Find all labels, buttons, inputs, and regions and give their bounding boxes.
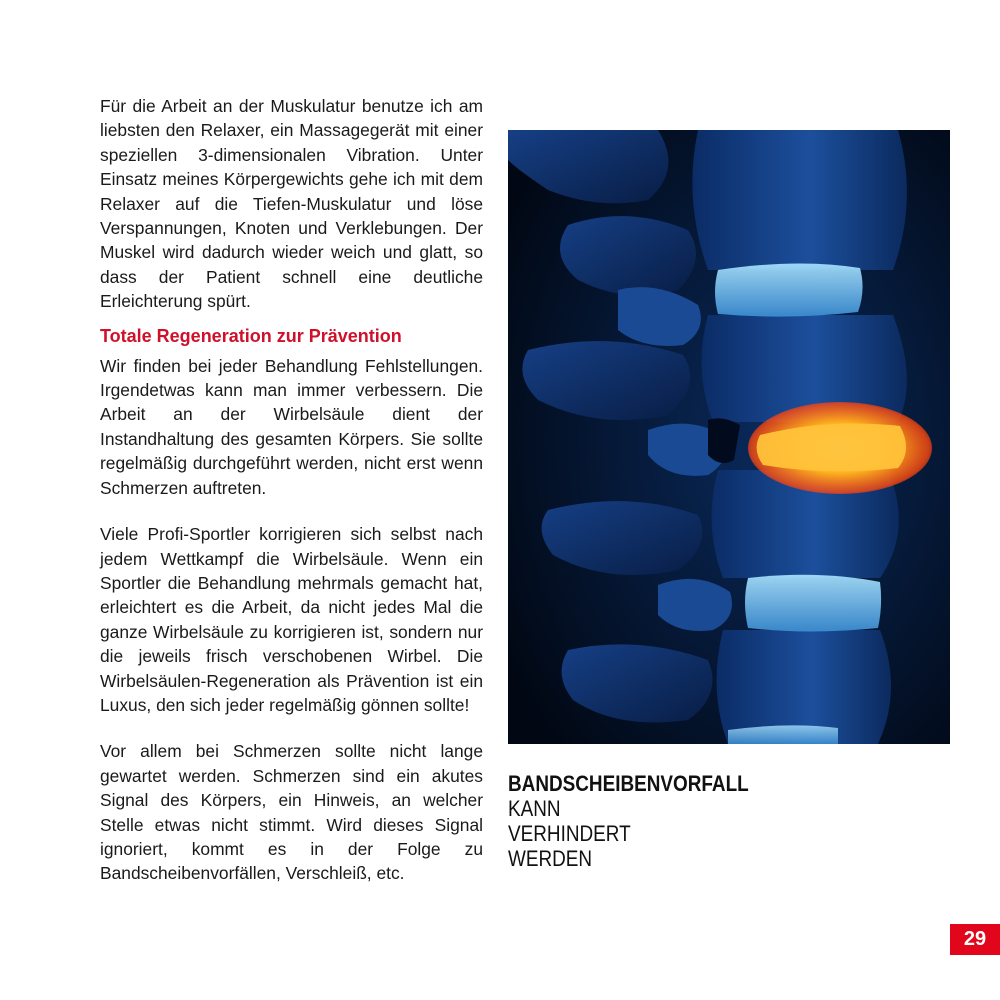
text-column — [100, 94, 483, 886]
paragraph-1: Wir finden bei jeder Behandlung Fehlstellungen. Irgendetwas kann man immer verbessern. Die Arbeit an der Wirbelsäule dient der Instandhaltung des gesamten Körpers. Sie sollte regelmäßig durchgeführt werden, nicht erst wenn Schmerzen auftreten. — [100, 355, 483, 498]
vertebra-body-1 — [692, 130, 907, 270]
caption-line-3: WERDEN — [508, 846, 593, 871]
spine-illustration — [508, 130, 950, 744]
paragraph-2: Viele Profi-Sportler korrigieren sich selbst nach jedem Wettkampf die Wirbelsäule. Wenn ein Sportler die Behandlung mehrmals gemacht hat, erleichtert es die Arbeit, da nicht jedes Mal die ganze Wirbelsäule zu korrigieren ist, sondern nur die jeweils frisch verschobenen Wirbel. Die Wirbelsäulen-Regeneration als Prävention ist ein Luxus, den sich jeder regelmäßig gönnen sollte! — [100, 524, 483, 715]
caption-bold-line: BANDSCHEIBENVORFALL — [508, 771, 749, 796]
disc-bottom — [728, 725, 838, 744]
figure-caption — [508, 771, 766, 871]
spine-graphic — [508, 130, 950, 744]
caption-line-1: KANN — [508, 796, 561, 821]
facet-joint-3 — [658, 579, 732, 631]
caption-line-2: VERHINDERT — [508, 821, 631, 846]
section-heading: Totale Regeneration zur Prävention — [100, 325, 402, 346]
disc-upper — [715, 263, 863, 316]
paragraph-3: Vor allem bei Schmerzen sollte nicht lange gewartet werden. Schmerzen sind ein akutes Signal des Körpers, ein Hinweis, an welcher Stelle etwas nicht stimmt. Wird dieses Signal ignoriert, kommt es in der Folge zu Bandscheibenvorfällen, Verschleiß, etc. — [100, 741, 483, 884]
disc-lower — [745, 575, 881, 632]
page-number: 29 — [950, 924, 1000, 955]
intro-paragraph: Für die Arbeit an der Muskulatur benutze ich am liebsten den Relaxer, ein Massagegerät mit einer speziellen 3-dimensionalen Vibration. Unter Einsatz meines Körpergewichts gehe ich mit dem Relaxer auf die Tiefen-Muskulatur und löse Verspannungen, Knoten und Verklebungen. Der Muskel wird dadurch wieder weich und glatt, so dass der Patient schnell eine deutliche Erleichterung spürt. — [100, 96, 483, 312]
